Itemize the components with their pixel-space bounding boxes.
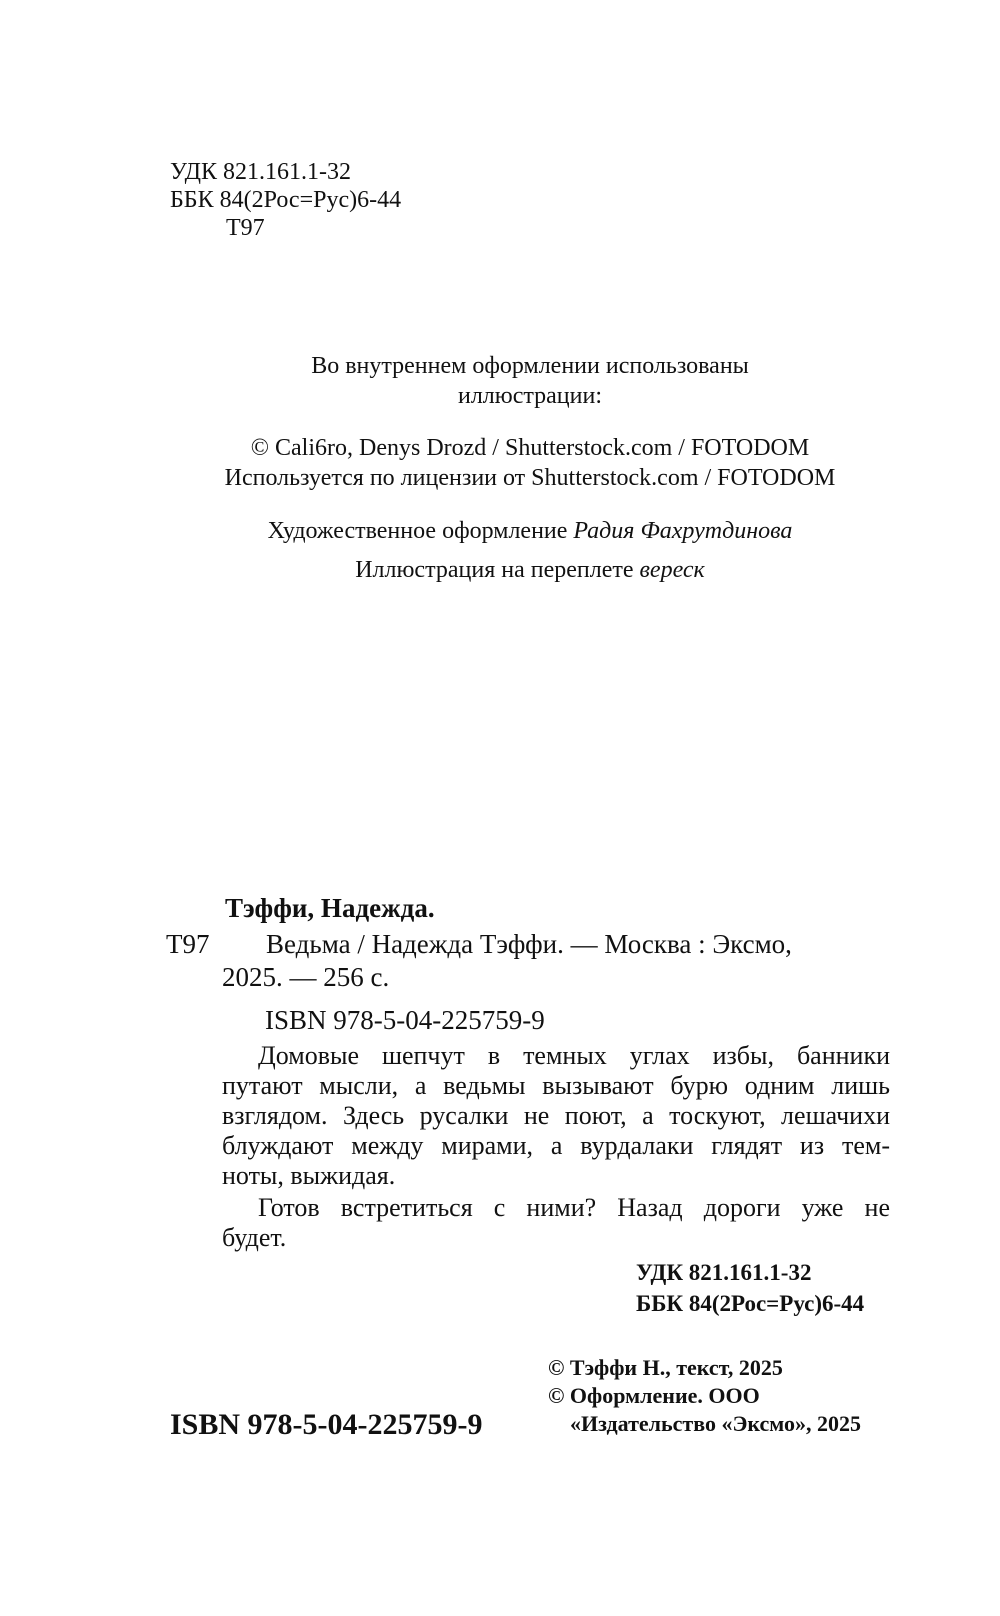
bbk-top: ББК 84(2Рос=Рус)6-44 [170,187,402,213]
description-line: путают мысли, а ведьмы вызывают бурю одним лишь [222,1071,890,1100]
art-label: Художественное оформление [267,518,568,544]
author-mark-top: Т97 [226,215,265,241]
copyright-line: © Cali6ro, Denys Drozd / Shutterstock.com / FOTODOM [250,435,810,461]
catalog-code: Т97 [166,929,210,959]
copyright-block [548,1354,861,1438]
udk-top: УДК 821.161.1-32 [170,159,351,185]
catalog-title-line-1: Ведьма / Надежда Тэффи. — Москва : Эксмо, [266,929,792,959]
teaser-line: будет. [222,1223,287,1252]
cover-label: Иллюстрация на переплете [355,557,634,583]
license-line: Используется по лицензии от Shutterstock.com / FOTODOM [224,465,836,491]
teaser-line: Готов встретиться с ними? Назад дороги уже не [258,1193,890,1222]
udk-top-block [170,158,401,242]
cover-credit [0,555,1000,585]
illustrations-line-1: Во внутреннем оформлении использованы [311,353,749,379]
catalog-teaser [222,1193,890,1253]
catalog-isbn: ISBN 978-5-04-225759-9 [265,1005,545,1035]
illustrations-line-2: иллюстрации: [457,383,602,409]
isbn-large: ISBN 978-5-04-225759-9 [170,1408,483,1441]
udk-bottom-block [636,1257,864,1319]
udk-bottom: УДК 821.161.1-32 [636,1260,812,1285]
copyright-design-line: © Оформление. ООО [548,1383,760,1408]
catalog-author: Тэффи, Надежда. [225,893,435,923]
cover-name: вереск [639,557,705,583]
description-line: Домовые шепчут в темных углах избы, банники [258,1041,890,1070]
copyright-publisher-line: «Издательство «Эксмо», 2025 [570,1411,861,1436]
description-line: взглядом. Здесь русалки не поют, а тоскуют, лешачихи [222,1101,890,1130]
copyright-text-line: © Тэффи Н., текст, 2025 [548,1355,783,1380]
description-line: блуждают между мирами, а вурдалаки глядят из тем- [222,1131,890,1160]
bbk-bottom: ББК 84(2Рос=Рус)6-44 [636,1291,865,1316]
catalog-title-line-2: 2025. — 256 с. [222,962,390,992]
catalog-description [222,1041,890,1191]
description-line: ноты, выжидая. [222,1161,396,1190]
art-name: Радия Фахрутдинова [573,518,793,544]
art-credit [0,516,1000,546]
